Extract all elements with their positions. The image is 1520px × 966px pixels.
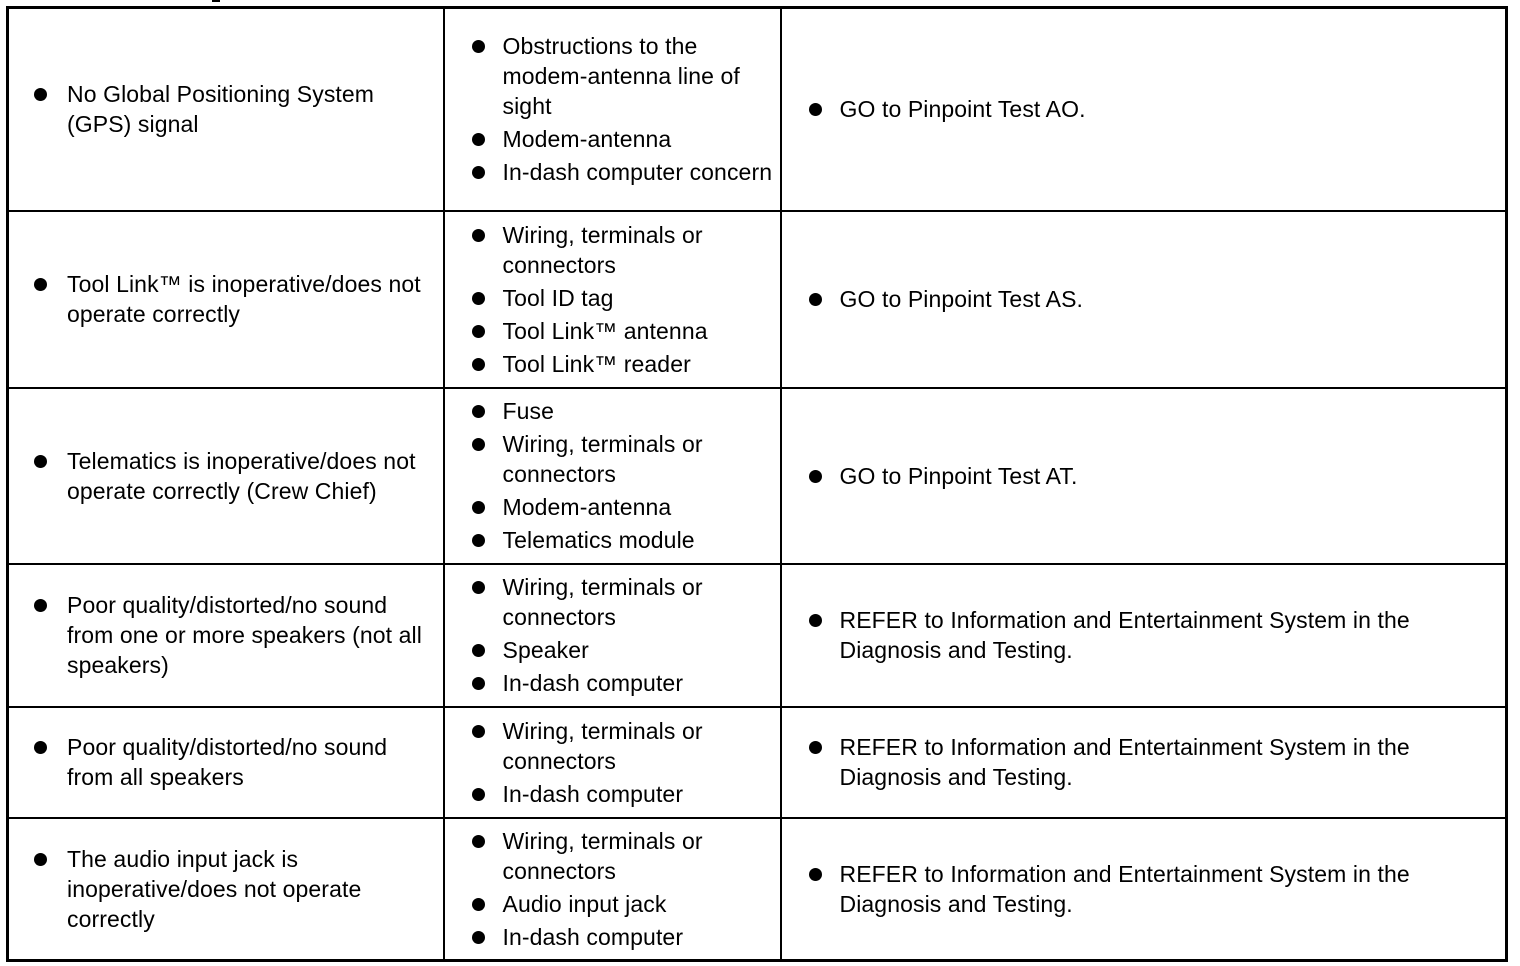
symptom-text: Poor quality/distorted/no sound from all speakers: [67, 734, 388, 790]
source-text: Fuse: [502, 398, 555, 424]
list-item: [503, 220, 774, 280]
list-item: [67, 79, 433, 139]
symptom-text: Poor quality/distorted/no sound from one or more speakers (not all speakers): [67, 592, 422, 678]
bullet-icon: [34, 455, 47, 468]
bullet-icon: [472, 292, 485, 305]
list-item: [503, 429, 774, 489]
list-item: [503, 668, 774, 698]
list-item: [503, 922, 774, 952]
source-text: Wiring, terminals or connectors: [502, 574, 703, 630]
list-item: [503, 396, 774, 426]
action-cell: [781, 211, 1507, 388]
list-item: [503, 349, 774, 379]
bullet-icon: [34, 741, 47, 754]
source-text: Modem-antenna: [502, 494, 672, 520]
action-text: REFER to Information and Entertainment System in the Diagnosis and Testing.: [839, 607, 1410, 663]
list-item: [503, 635, 774, 665]
symptom-cell: [8, 211, 444, 388]
possible-source-cell: [444, 707, 781, 818]
list-item: [503, 157, 774, 187]
source-text: Tool ID tag: [502, 284, 614, 311]
list-item: [840, 94, 1486, 124]
bullet-icon: [809, 868, 822, 881]
table-row: [8, 707, 1507, 818]
bullet-icon: [809, 614, 822, 627]
bullet-icon: [809, 470, 822, 483]
bullet-icon: [472, 166, 485, 179]
symptom-chart-table: [6, 6, 1508, 962]
possible-source-cell: [444, 818, 781, 961]
list-item: [840, 461, 1486, 491]
symptom-cell: [8, 8, 444, 211]
source-text: Modem-antenna: [502, 126, 672, 153]
bullet-icon: [472, 501, 485, 514]
bullet-icon: [472, 644, 485, 657]
list-item: [503, 826, 774, 886]
source-text: Obstructions to the modem-antenna line of sight: [502, 33, 740, 120]
list-item: [503, 316, 774, 346]
source-text: Telematics module: [502, 527, 695, 553]
bullet-icon: [472, 898, 485, 911]
action-cell: [781, 707, 1507, 818]
action-text: GO to Pinpoint Test AT.: [839, 462, 1078, 489]
list-item: [67, 844, 433, 934]
action-cell: [781, 8, 1507, 211]
action-text: REFER to Information and Entertainment System in the Diagnosis and Testing.: [839, 734, 1410, 790]
source-text: Wiring, terminals or connectors: [502, 221, 703, 278]
action-text: REFER to Information and Entertainment System in the Diagnosis and Testing.: [839, 860, 1410, 917]
source-text: In-dash computer concern: [502, 159, 773, 186]
action-text: GO to Pinpoint Test AO.: [839, 96, 1086, 123]
bullet-icon: [472, 229, 485, 242]
bullet-icon: [809, 293, 822, 306]
possible-source-cell: [444, 8, 781, 211]
list-item: [67, 269, 433, 329]
bullet-icon: [34, 853, 47, 866]
bullet-icon: [472, 677, 485, 690]
symptom-text: Tool Link™ is inoperative/does not operate correctly: [67, 271, 421, 327]
source-text: In-dash computer: [502, 780, 684, 807]
list-item: [503, 889, 774, 919]
list-item: [840, 605, 1486, 665]
action-cell: [781, 388, 1507, 564]
list-item: [67, 446, 433, 506]
source-text: Audio input jack: [502, 890, 667, 917]
bullet-icon: [472, 133, 485, 146]
list-item: [840, 859, 1486, 919]
bullet-icon: [34, 278, 47, 291]
bullet-icon: [472, 405, 485, 418]
source-text: In-dash computer: [502, 670, 684, 696]
source-text: Speaker: [502, 637, 589, 663]
table-row: [8, 211, 1507, 388]
list-item: [840, 284, 1486, 314]
source-text: Wiring, terminals or connectors: [502, 827, 703, 884]
source-text: Wiring, terminals or connectors: [502, 717, 703, 774]
bullet-icon: [809, 103, 822, 116]
table-row: [8, 564, 1507, 707]
list-item: [840, 732, 1486, 792]
bullet-icon: [34, 599, 47, 612]
list-item: [503, 779, 774, 809]
bullet-icon: [472, 358, 485, 371]
possible-source-cell: [444, 388, 781, 564]
list-item: [503, 716, 774, 776]
source-text: Tool Link™ reader: [502, 350, 691, 377]
list-item: [503, 492, 774, 522]
action-cell: [781, 564, 1507, 707]
possible-source-cell: [444, 564, 781, 707]
symptom-text: The audio input jack is inoperative/does not operate correctly: [67, 845, 362, 932]
symptom-text: No Global Positioning System (GPS) signal: [67, 81, 375, 138]
symptom-cell: [8, 818, 444, 961]
list-item: [67, 590, 433, 680]
bullet-icon: [472, 534, 485, 547]
source-text: Wiring, terminals or connectors: [502, 431, 703, 487]
bullet-icon: [34, 88, 47, 101]
list-item: [503, 572, 774, 632]
source-text: Tool Link™ antenna: [502, 317, 708, 344]
bullet-icon: [472, 931, 485, 944]
bullet-icon: [472, 40, 485, 53]
table-row: [8, 818, 1507, 961]
symptom-cell: [8, 388, 444, 564]
page-edge-mark: [212, 0, 220, 2]
table-row: [8, 388, 1507, 564]
bullet-icon: [472, 788, 485, 801]
list-item: [503, 283, 774, 313]
list-item: [503, 525, 774, 555]
action-text: GO to Pinpoint Test AS.: [839, 286, 1084, 312]
list-item: [503, 124, 774, 154]
bullet-icon: [472, 325, 485, 338]
symptom-cell: [8, 707, 444, 818]
list-item: [503, 31, 774, 121]
possible-source-cell: [444, 211, 781, 388]
list-item: [67, 732, 433, 792]
bullet-icon: [472, 835, 485, 848]
bullet-icon: [472, 581, 485, 594]
symptom-cell: [8, 564, 444, 707]
bullet-icon: [472, 438, 485, 451]
source-text: In-dash computer: [502, 923, 684, 950]
bullet-icon: [809, 741, 822, 754]
table-row: [8, 8, 1507, 211]
action-cell: [781, 818, 1507, 961]
bullet-icon: [472, 725, 485, 738]
symptom-text: Telematics is inoperative/does not operate correctly (Crew Chief): [67, 447, 416, 504]
